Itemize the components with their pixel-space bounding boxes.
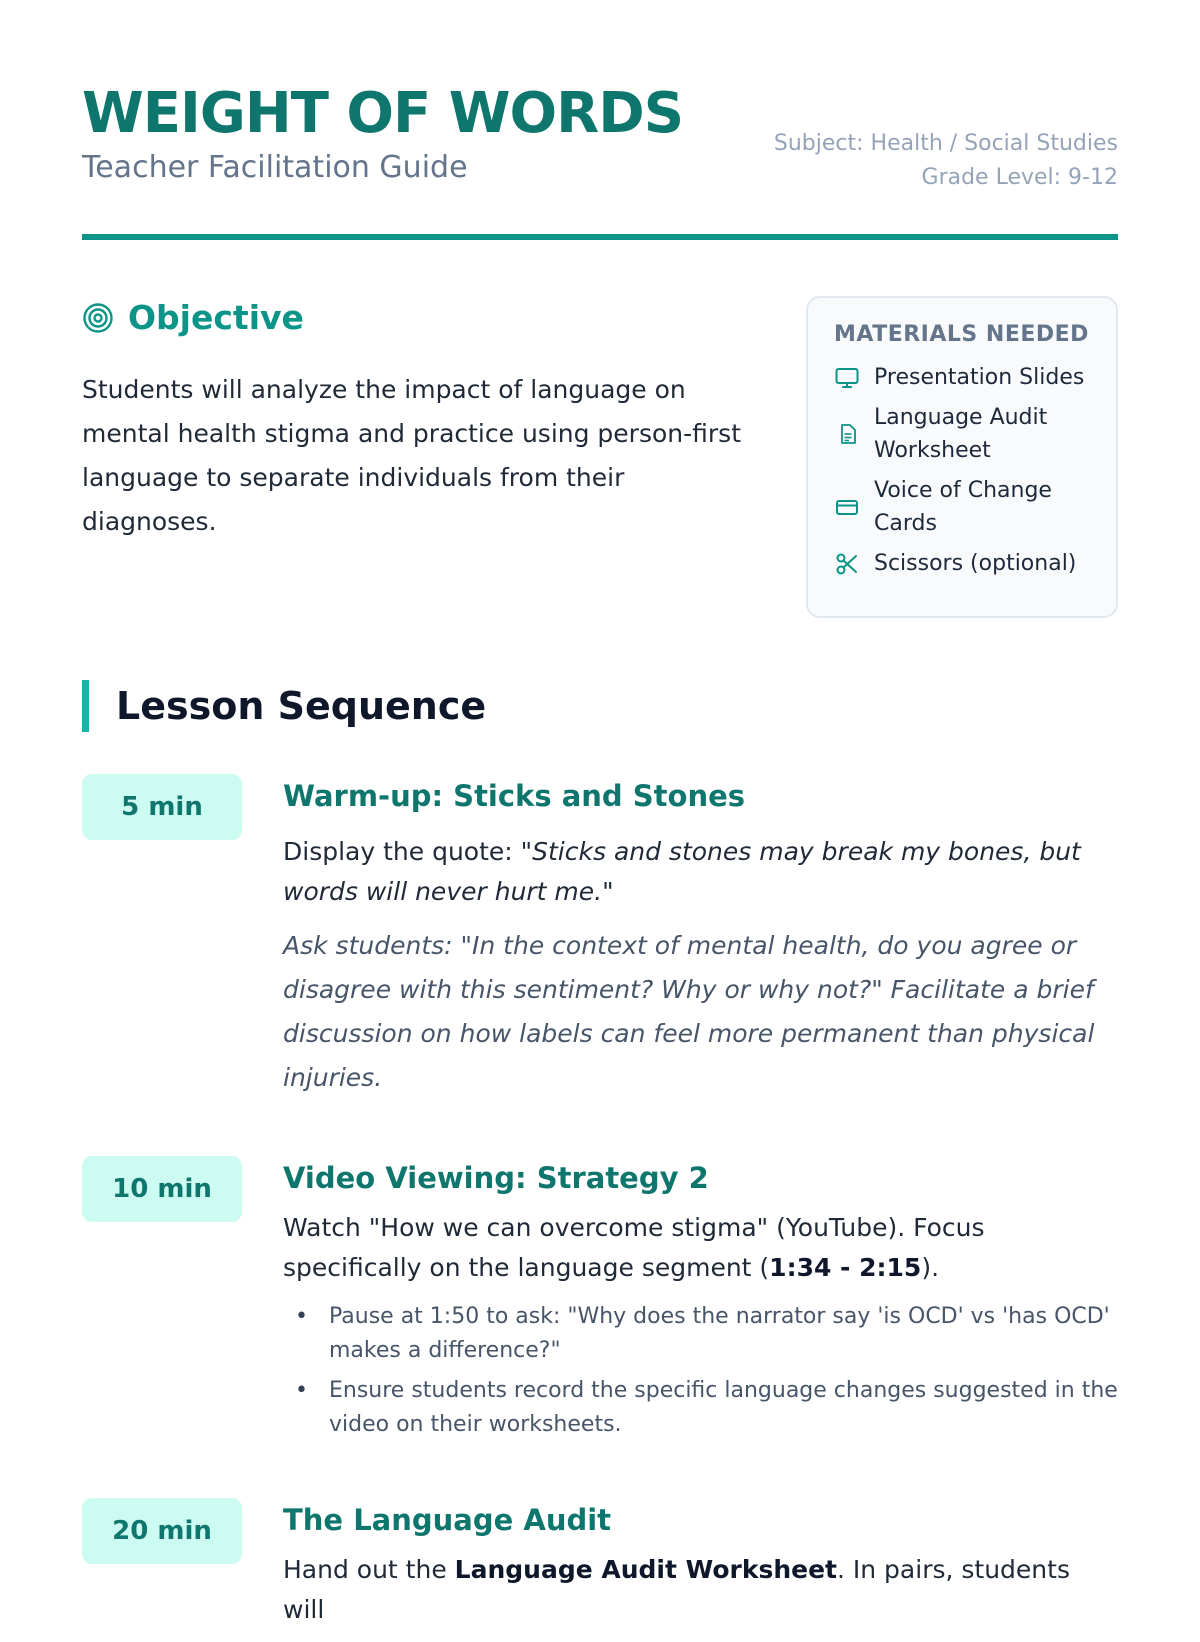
list-item [834, 474, 1090, 540]
sequence-title: Lesson Sequence [116, 684, 487, 728]
time-badge: 5 min [82, 774, 242, 840]
step-text-bold: Language Audit Worksheet [454, 1555, 837, 1584]
materials-title: MATERIALS NEEDED [834, 322, 1089, 347]
materials-list [834, 361, 1090, 580]
step-text-lead: Watch "How we can overcome stigma" (YouTube). Focus specifically on the language segment ( [283, 1213, 985, 1282]
step-text-tail: . In pairs, students will [283, 1555, 1070, 1624]
material-label: Presentation Slides [874, 365, 1085, 390]
objective-title: Objective [128, 298, 304, 337]
step-text-tail: ). [921, 1253, 940, 1282]
card-icon [834, 494, 860, 520]
step-title: The Language Audit [283, 1503, 612, 1537]
list-item [834, 361, 1090, 394]
step-quote: "Sticks and stones may break my bones, but words will never hurt me." [283, 837, 1081, 906]
step-title: Warm-up: Sticks and Stones [283, 779, 746, 813]
time-badge: 10 min [82, 1156, 242, 1222]
page-header [82, 0, 1118, 244]
document-icon [834, 421, 860, 447]
material-label: Language Audit Worksheet [874, 405, 1048, 463]
objective-heading [82, 298, 304, 337]
list-item: • Pause at 1:50 to ask: "Why does the narrator say 'is OCD' vs 'has OCD' makes a difference?" [295, 1300, 1118, 1368]
step-text [283, 832, 1118, 912]
heading-accent-bar [82, 680, 89, 732]
lesson-sequence [82, 620, 1118, 1642]
list-item: • Ensure students record the specific language changes suggested in the video on their worksheets. [295, 1374, 1118, 1442]
sequence-heading [82, 620, 1118, 740]
objective-text: Students will analyze the impact of language on mental health stigma and practice using person-first language to separate individuals from their diagnoses. [82, 375, 741, 536]
lesson-step [82, 1156, 1118, 1448]
step-body [283, 1498, 1118, 1642]
header-divider [82, 234, 1118, 240]
monitor-icon [834, 365, 860, 391]
step-text-bold: 1:34 - 2:15 [769, 1253, 922, 1282]
material-label: Scissors (optional) [874, 551, 1077, 576]
step-note: Ask students: "In the context of mental health, do you agree or disagree with this sentiment? Why or why not?" Facilitate a brief discussion on how labels can feel more permanent than physical injuries. [283, 931, 1095, 1092]
time-badge: 20 min [82, 1498, 242, 1564]
step-text-lead: Display the quote: [283, 837, 521, 866]
objective-section [82, 244, 1118, 620]
materials-card [806, 296, 1118, 618]
list-item [834, 547, 1090, 580]
meta-info [774, 127, 1118, 195]
material-label: Voice of Change Cards [874, 478, 1052, 536]
subject-label: Subject: Health / Social Studies [773, 131, 1118, 156]
step-title: Video Viewing: Strategy 2 [283, 1161, 709, 1195]
step-bullets [283, 1300, 1118, 1442]
lesson-step [82, 1498, 1118, 1642]
page-subtitle: Teacher Facilitation Guide [82, 150, 468, 185]
list-item [834, 401, 1090, 467]
scissors-icon [834, 551, 860, 577]
step-text-lead: Hand out the [283, 1555, 455, 1584]
page-title: WEIGHT OF WORDS [82, 81, 684, 146]
lesson-step [82, 774, 1118, 1100]
step-text [283, 1208, 1118, 1288]
step-body [283, 774, 1118, 1100]
step-text [283, 1550, 1118, 1630]
grade-level-label: Grade Level: 9-12 [921, 165, 1118, 190]
step-body [283, 1156, 1118, 1448]
target-icon [82, 302, 114, 334]
